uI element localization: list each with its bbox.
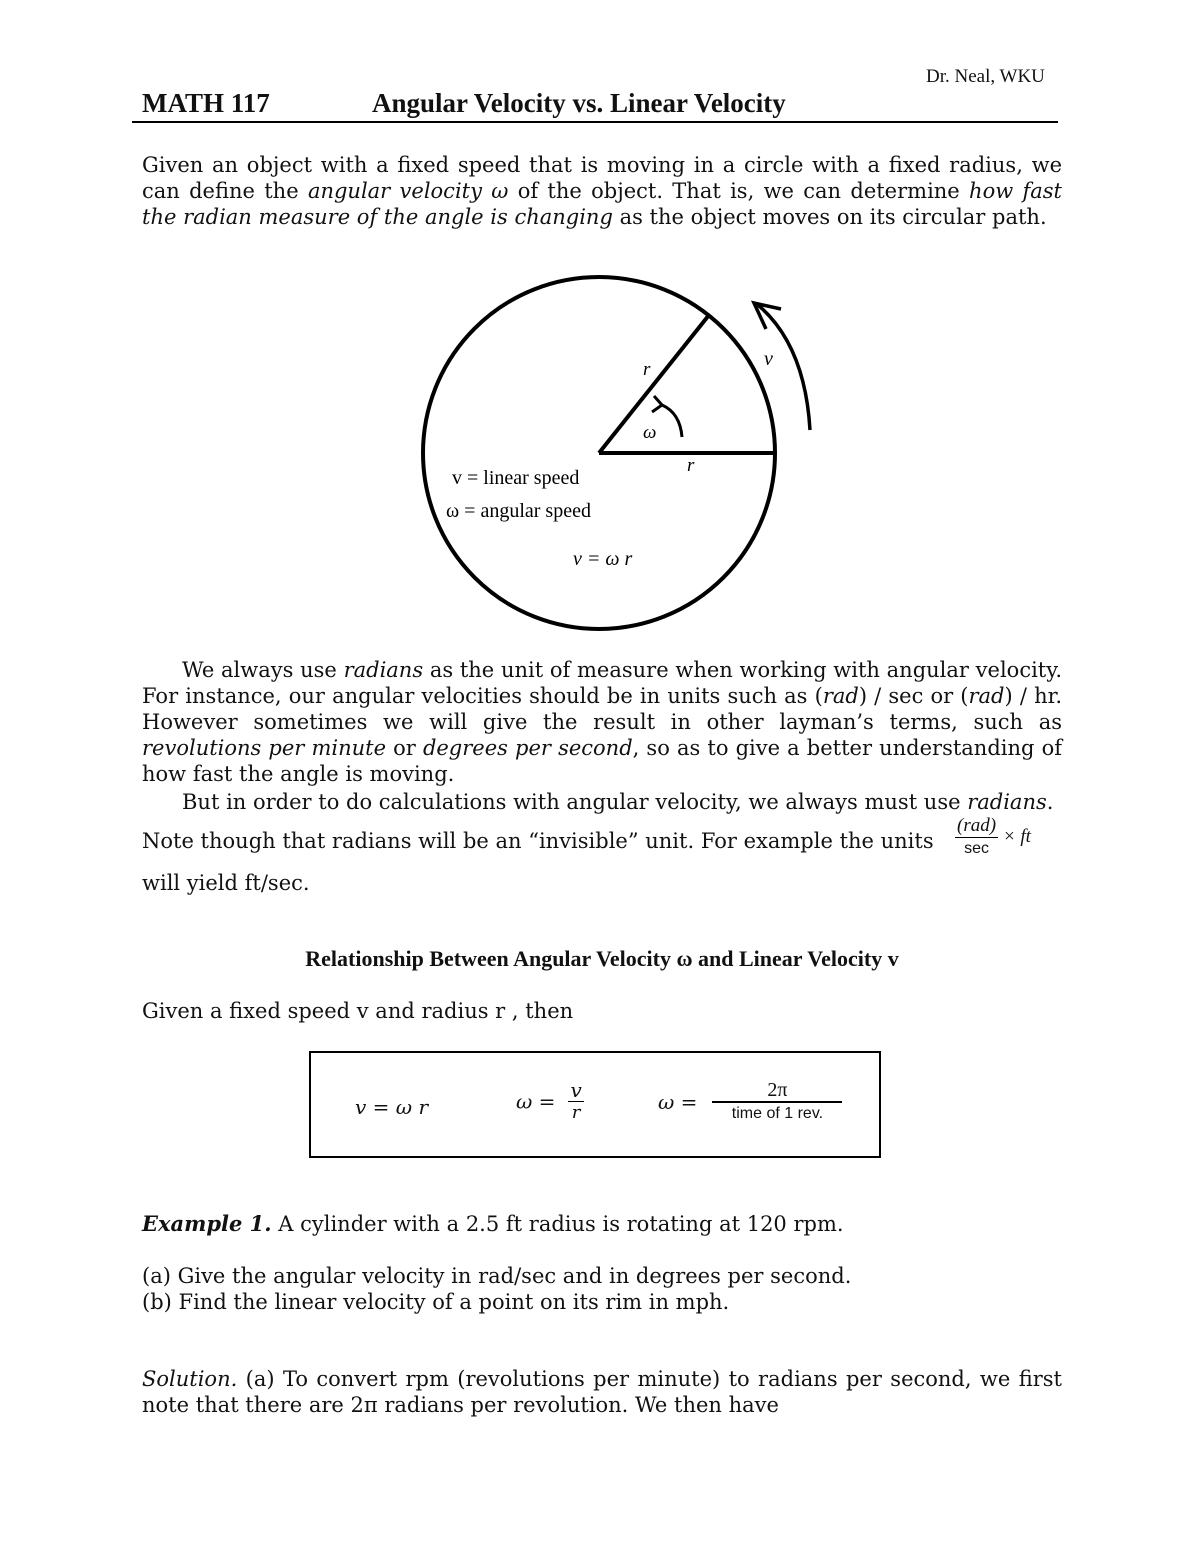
- formula-omega-period-lhs: ω =: [658, 1090, 698, 1114]
- page-title: Angular Velocity vs. Linear Velocity: [372, 88, 786, 118]
- legend-linear-speed: v = linear speed: [452, 467, 580, 489]
- radius-label: r: [643, 359, 651, 380]
- unit-times-ft: × ft: [1002, 825, 1031, 847]
- velocity-label: v: [764, 348, 773, 370]
- diagram-equation: v = ω r: [573, 548, 633, 570]
- base-radius-label: r: [687, 455, 695, 476]
- formula-omega-period-den: time of 1 rev.: [731, 1105, 824, 1122]
- formula-omega-ratio-den: r: [571, 1102, 581, 1123]
- unit-fraction-numerator: (rad): [957, 815, 997, 836]
- legend-angular-speed: ω = angular speed: [446, 500, 591, 522]
- course-title: MATH 117: [142, 88, 270, 118]
- formula-omega-period-num: 2π: [712, 1079, 842, 1103]
- author-label: Dr. Neal, WKU: [926, 66, 1045, 87]
- circle-diagram: [400, 265, 840, 645]
- formula-box: [309, 1051, 881, 1158]
- invisible-unit-line: Note though that radians will be an “invisible” unit. For example the units: [142, 829, 934, 853]
- formula-omega-ratio: [516, 1079, 584, 1124]
- omega-arc: [662, 405, 682, 437]
- relationship-heading: Relationship Between Angular Velocity ω and Linear Velocity v: [305, 946, 899, 971]
- example-part-a: (a) Give the angular velocity in rad/sec and in degrees per second.: [142, 1264, 852, 1288]
- intro-paragraph: Given an object with a fixed speed that is moving in a circle with a fixed radius, we can define the angular velocity ω of the object. That is, we can determine how fast the radian measure of the angle is changing as the object moves on its circular path.: [142, 153, 1062, 229]
- omega-arrowhead: [652, 396, 662, 412]
- example-statement: Example 1. A cylinder with a 2.5 ft radius is rotating at 120 rpm.: [142, 1211, 844, 1236]
- radians-paragraph: We always use radians as the unit of measure when working with angular velocity. For instance, our angular velocities should be in units such as (rad) / sec or (rad) / hr. However sometimes we will give the result in other layman’s terms, such as revolutions per minute or degrees per second, so as to give a better understanding of how fast the angle is moving.: [142, 658, 1062, 786]
- formula-omega-period: [658, 1079, 842, 1125]
- calculations-paragraph: But in order to do calculations with angular velocity, we always must use radians.: [182, 790, 1054, 814]
- example-part-b: (b) Find the linear velocity of a point on its rim in mph.: [142, 1290, 730, 1314]
- unit-fraction-denominator: sec: [964, 840, 989, 857]
- formula-linear: v = ω r: [355, 1095, 428, 1119]
- formula-omega-ratio-lhs: ω =: [516, 1089, 556, 1114]
- formula-omega-ratio-num: v: [570, 1078, 582, 1102]
- omega-label: ω: [643, 422, 657, 443]
- unit-fraction: [955, 815, 1031, 860]
- title-rule: [132, 121, 1058, 123]
- relationship-intro: Given a fixed speed v and radius r , then: [142, 999, 574, 1023]
- solution-paragraph: Solution. (a) To convert rpm (revolutions per minute) to radians per second, we first note that there are 2π radians per revolution. We then have: [142, 1367, 1062, 1417]
- solution-label: Solution.: [142, 1367, 238, 1391]
- yield-line: will yield ft/sec.: [142, 871, 310, 895]
- example-label: Example 1.: [142, 1211, 272, 1236]
